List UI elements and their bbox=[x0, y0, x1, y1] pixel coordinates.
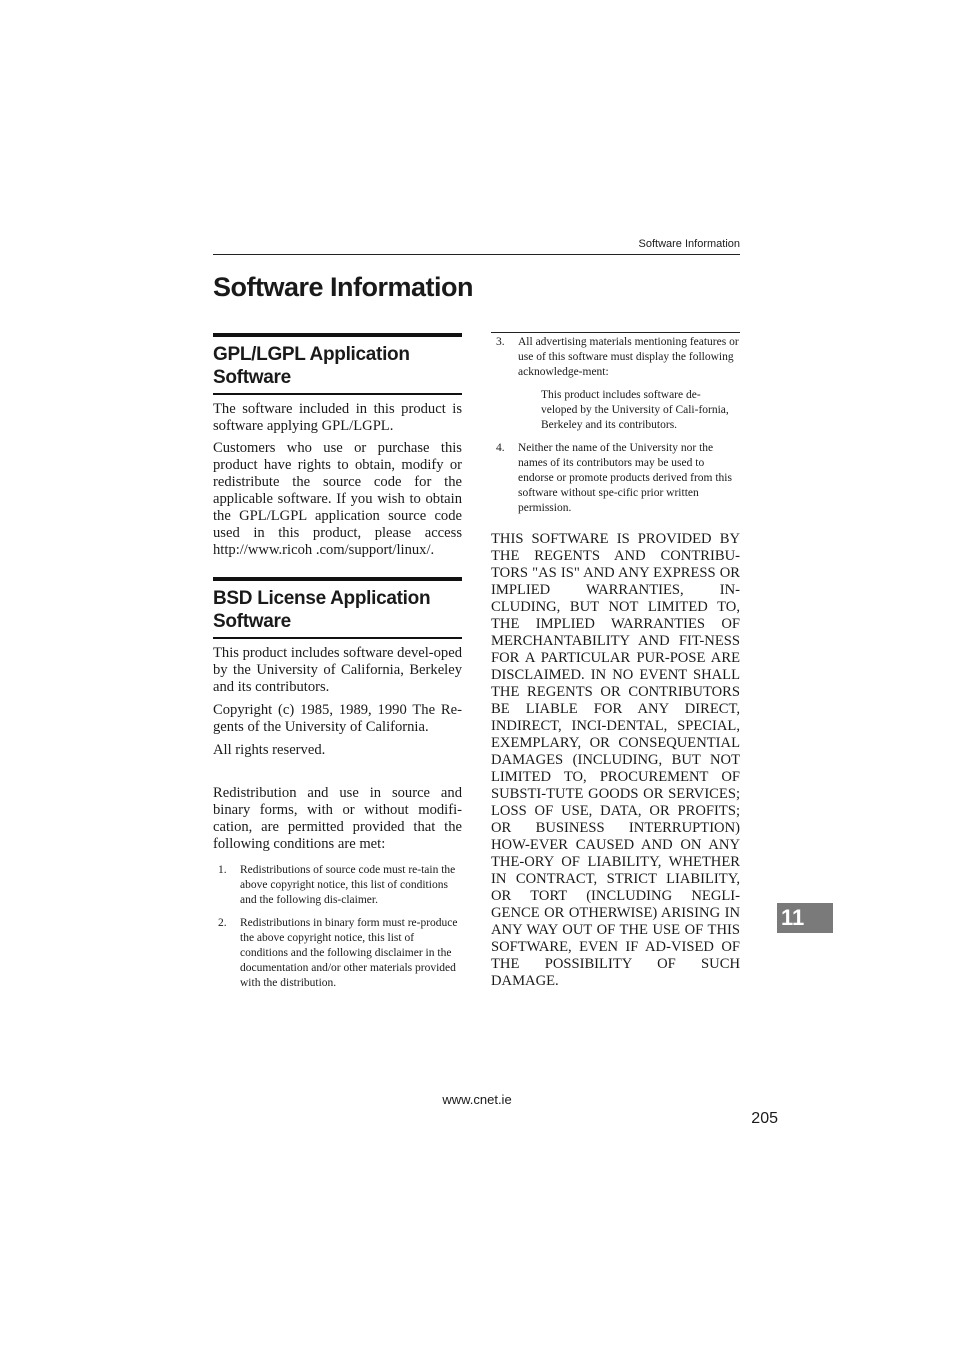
list-item-number: 4. bbox=[496, 442, 505, 454]
conditions-list-right bbox=[491, 335, 740, 380]
footer-url: www.cnet.ie bbox=[442, 1092, 512, 1107]
list-item-text: All advertising materials mentioning features or use of this software must display the following acknowledge-ment: bbox=[518, 336, 739, 378]
list-item-number: 3. bbox=[496, 336, 505, 348]
left-column bbox=[213, 333, 462, 991]
gpl-paragraph-1: The software included in this product is software applying GPL/LGPL. bbox=[213, 401, 462, 434]
list-item bbox=[491, 441, 740, 516]
bsd-rights-reserved: All rights reserved. bbox=[213, 742, 326, 758]
list-item-number: 1. bbox=[218, 864, 227, 876]
acknowledgement-text: This product includes software de-veloped by the University of Cali-fornia, Berkeley and its contributors. bbox=[541, 389, 729, 431]
column-top-rule bbox=[491, 332, 740, 333]
list-item-text: Redistributions in binary form must re-produce the above copyright notice, this list of conditions and the following disclaimer in the documentation and/or other materials provided with the distribution. bbox=[240, 917, 458, 989]
list-item-number: 2. bbox=[218, 917, 227, 929]
bsd-redistribution-intro: Redistribution and use in source and binary forms, with or without modifi-cation, are permitted provided that the following conditions are met: bbox=[213, 785, 462, 852]
right-column bbox=[491, 332, 740, 990]
gpl-paragraph-2: Customers who use or purchase this product have rights to obtain, modify or redistribute the source code for the applicable software. If you wish to obtain the GPL/LGPL application source code used in this product, please access http://www.ricoh .com/support/linux/. bbox=[213, 440, 462, 558]
list-item bbox=[213, 863, 462, 908]
list-item bbox=[213, 916, 462, 991]
list-item-text: Neither the name of the University nor the names of its contributors may be used to endorse or promote products derived from this software without spe-cific prior written permission. bbox=[518, 442, 732, 514]
running-header: Software Information bbox=[213, 237, 740, 255]
gpl-section-heading: GPL/LGPL Application Software bbox=[213, 333, 462, 395]
warranty-disclaimer: THIS SOFTWARE IS PROVIDED BY THE REGENTS AND CONTRIBU-TORS "AS IS" AND ANY EXPRESS OR IMPLIED WARRANTIES, IN-CLUDING, BUT NOT LIMITED TO, THE IMPLIED WARRANTIES OF MERCHANTABILITY AND FIT-NESS FOR A PARTICULAR PUR-POSE ARE DISCLAIMED. IN NO EVENT SHALL THE REGENTS OR CONTRIBUTORS BE LIABLE FOR ANY DIRECT, INDIRECT, INCI-DENTAL, SPECIAL, EXEMPLARY, OR CONSEQUENTIAL DAMAGES (INCLUDING, BUT NOT LIMITED TO, PROCUREMENT OF SUBSTI-TUTE GOODS OR SERVICES; LOSS OF USE, DATA, OR PROFITS; OR BUSINESS INTERRUPTION) HOW-EVER CAUSED AND ON ANY THE-ORY OF LIABILITY, WHETHER IN CONTRACT, STRICT LIABILITY, OR TORT (INCLUDING NEGLI-GENCE OR OTHERWISE) ARISING IN ANY WAY OUT OF THE USE OF THIS SOFTWARE, EVEN IF AD-VISED OF THE POSSIBILITY OF SUCH DAMAGE. bbox=[491, 531, 740, 989]
bsd-copyright: Copyright (c) 1985, 1989, 1990 The Re-gents of the University of California. bbox=[213, 702, 462, 735]
chapter-tab: 11 bbox=[777, 903, 833, 933]
list-item bbox=[491, 335, 740, 380]
page-title: Software Information bbox=[213, 272, 474, 302]
page-number: 205 bbox=[751, 1110, 778, 1127]
bsd-paragraph-1: This product includes software devel-oped by the University of California, Berkeley and its contributors. bbox=[213, 645, 462, 695]
conditions-list-right-2 bbox=[491, 441, 740, 516]
conditions-list-left bbox=[213, 863, 462, 991]
bsd-section-heading: BSD License Application Software bbox=[213, 577, 462, 639]
list-item-text: Redistributions of source code must re-tain the above copyright notice, this list of conditions and the following dis-claimer. bbox=[240, 864, 456, 906]
